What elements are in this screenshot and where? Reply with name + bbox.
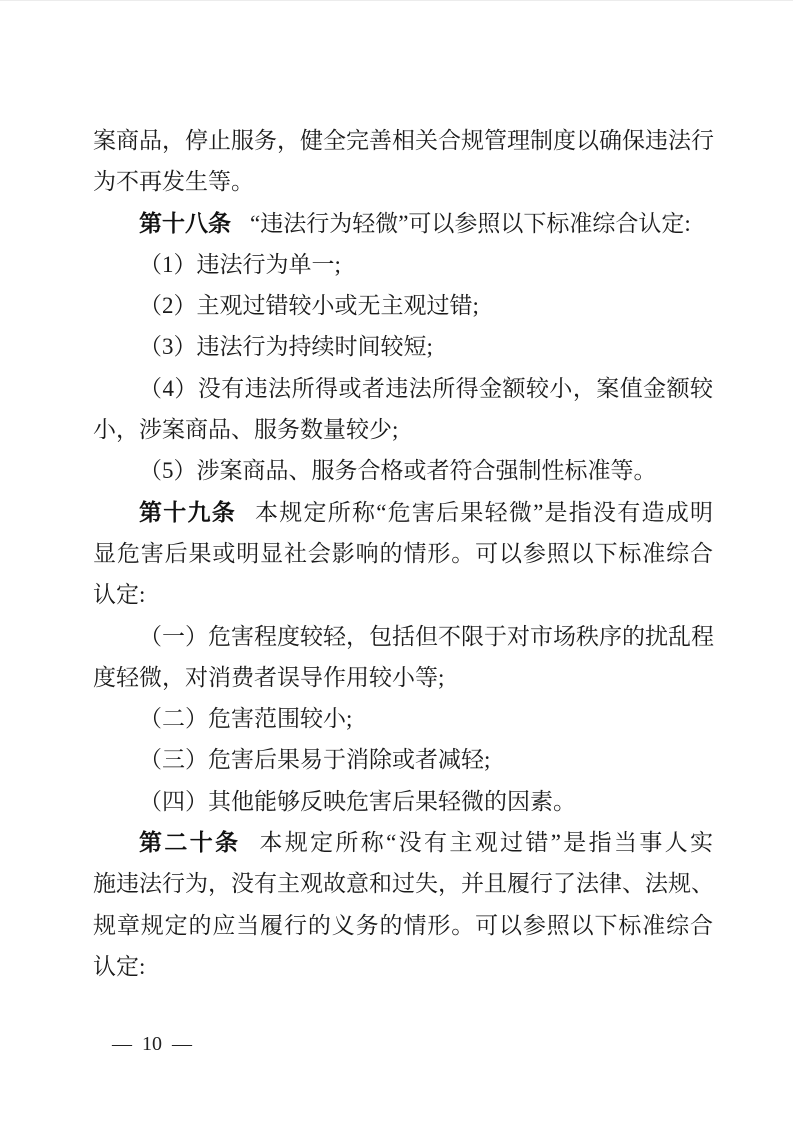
text-line: （3）违法行为持续时间较短; xyxy=(139,334,433,360)
line-text: 本规定所称“危害后果轻微”是指没有造成明 xyxy=(254,499,714,525)
article-number: 第十八条 xyxy=(139,209,231,236)
text-line: 显危害后果或明显社会影响的情形。可以参照以下标准综合 xyxy=(93,540,713,566)
article-number: 第二十条 xyxy=(139,829,241,856)
text-line: 施违法行为，没有主观故意和过失，并且履行了法律、法规、 xyxy=(93,871,714,897)
text-line: 度轻微，对消费者误导作用较小等; xyxy=(93,664,445,690)
text-line: （5）涉案商品、服务合格或者符合强制性标准等。 xyxy=(139,458,657,484)
text-line: （三）危害后果易于消除或者减轻; xyxy=(139,747,491,773)
text-line: 为不再发生等。 xyxy=(93,169,254,195)
line-text: “违法行为轻微”可以参照以下标准综合认定: xyxy=(250,210,691,236)
text-line: （2）主观过错较小或无主观过错; xyxy=(139,293,479,319)
article-number: 第十九条 xyxy=(139,498,236,525)
text-line: 规章规定的应当履行的义务的情形。可以参照以下标准综合 xyxy=(93,912,713,938)
page-footer xyxy=(112,1031,192,1057)
text-line: （一）危害程度较轻，包括但不限于对市场秩序的扰乱程 xyxy=(139,623,714,649)
text-line: （四）其他能够反映危害后果轻微的因素。 xyxy=(139,788,576,814)
line-text: 本规定所称“没有主观过错”是指当事人实 xyxy=(259,830,714,856)
text-line: 案商品，停止服务，健全完善相关合规管理制度以确保违法行 xyxy=(93,128,714,153)
text-line xyxy=(93,822,713,863)
text-line: 认定: xyxy=(93,582,146,608)
page-number: 10 xyxy=(142,1032,162,1055)
text-line xyxy=(93,492,713,533)
footer-dash-right: — xyxy=(172,1032,192,1055)
text-line: （4）没有违法所得或者违法所得金额较小，案值金额较 xyxy=(139,375,713,401)
text-line: 小，涉案商品、服务数量较少; xyxy=(93,417,399,443)
document-body xyxy=(93,120,713,987)
text-line xyxy=(93,203,713,244)
text-line: 认定: xyxy=(93,953,146,979)
text-line: （1）违法行为单一; xyxy=(139,251,341,277)
text-line: （二）危害范围较小; xyxy=(139,706,353,732)
footer-dash-left: — xyxy=(112,1032,132,1055)
